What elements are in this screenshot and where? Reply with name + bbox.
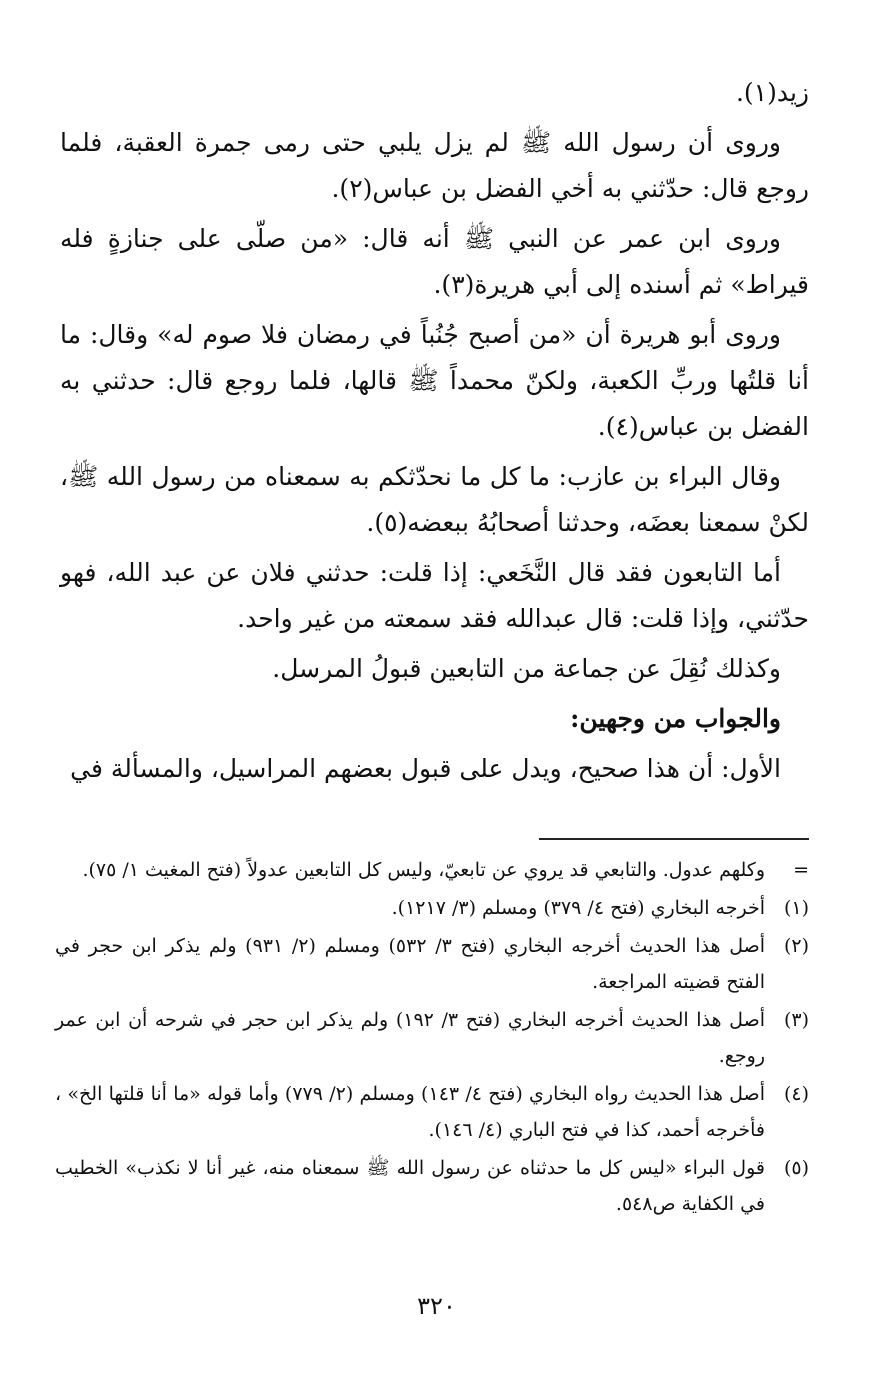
footnote xyxy=(55,890,809,926)
paragraph: وروى أن رسول الله ﷺ لم يزل يلبي حتى رمى جمرة العقبة، فلما روجع قال: حدّثني به أخي الفضل بن عباس(٢). xyxy=(60,128,809,203)
footnote xyxy=(55,1002,809,1074)
paragraph: وقال البراء بن عازب: ما كل ما نحدّثكم به سمعناه من رسول الله ﷺ، لكنْ سمعنا بعضَه، وحدثنا أصحابُهُ ببعضه(٥). xyxy=(60,462,809,537)
footnote xyxy=(55,1076,809,1148)
paragraph: والجواب من وجهين: xyxy=(570,704,781,733)
footnote-number: (٣) xyxy=(783,1009,809,1031)
footnote-number: (٥) xyxy=(783,1157,809,1179)
footnote xyxy=(55,1150,809,1222)
footnote-separator xyxy=(539,838,809,840)
footnote-text: أصل هذا الحديث أخرجه البخاري (فتح ٣/ ١٩٢) ولم يذكر ابن حجر في شرحه أن ابن عمر روجع. xyxy=(55,1009,765,1067)
paragraph: الأول: أن هذا صحيح، ويدل على قبول بعضهم المراسيل، والمسألة في xyxy=(70,754,781,783)
paragraph: زيد(١). xyxy=(735,78,809,107)
paragraph: وروى أبو هريرة أن «من أصبح جُنُباً في رمضان فلا صوم له» وقال: ما أنا قلتُها وربِّ الكعبة، ولكنّ محمداً ﷺ قالها، فلما روجع قال: حدثني به الفضل بن عباس(٤). xyxy=(60,320,809,441)
footnote-text: قول البراء «ليس كل ما حدثناه عن رسول الله ﷺ سمعناه منه، غير أنا لا نكذب» الخطيب في الكفاية ص٥٤٨. xyxy=(55,1157,765,1215)
footnote-text: أصل هذا الحديث أخرجه البخاري (فتح ٣/ ٥٣٢) ومسلم (٢/ ٩٣١) ولم يذكر ابن حجر في الفتح قضيته المراجعة. xyxy=(55,935,765,993)
footnote-number: = xyxy=(793,859,809,881)
footnote xyxy=(55,928,809,1000)
paragraph: أما التابعون فقد قال النَّخَعي: إذا قلت: حدثني فلان عن عبد الله، فهو حدّثني، وإذا قلت: قال عبدالله فقد سمعته من غير واحد. xyxy=(60,558,809,633)
paragraph: وروى ابن عمر عن النبي ﷺ أنه قال: «من صلّى على جنازةٍ فله قيراط» ثم أسنده إلى أبي هريرة(٣). xyxy=(60,224,809,299)
page-number: ٣٢٠ xyxy=(417,1292,456,1320)
footnote-number: (٢) xyxy=(783,935,809,957)
footnote-number: (١) xyxy=(783,897,809,919)
footnotes xyxy=(55,852,809,1224)
footnote xyxy=(55,852,809,888)
footnote-text: أخرجه البخاري (فتح ٤/ ٣٧٩) ومسلم (٣/ ١٢١٧). xyxy=(391,897,765,919)
paragraph: وكذلك نُقِلَ عن جماعة من التابعين قبولُ المرسل. xyxy=(272,654,781,683)
footnote-text: وكلهم عدول. والتابعي قد يروي عن تابعيّ، وليس كل التابعين عدولاً (فتح المغيث ١/ ٧٥). xyxy=(82,859,765,881)
footnote-text: أصل هذا الحديث رواه البخاري (فتح ٤/ ١٤٣) ومسلم (٢/ ٧٧٩) وأما قوله «ما أنا قلتها الخ» ، فأخرجه أحمد، كذا في فتح الباري (٤/ ١٤٦). xyxy=(55,1083,765,1141)
footnote-number: (٤) xyxy=(783,1083,809,1105)
main-text xyxy=(60,70,809,796)
